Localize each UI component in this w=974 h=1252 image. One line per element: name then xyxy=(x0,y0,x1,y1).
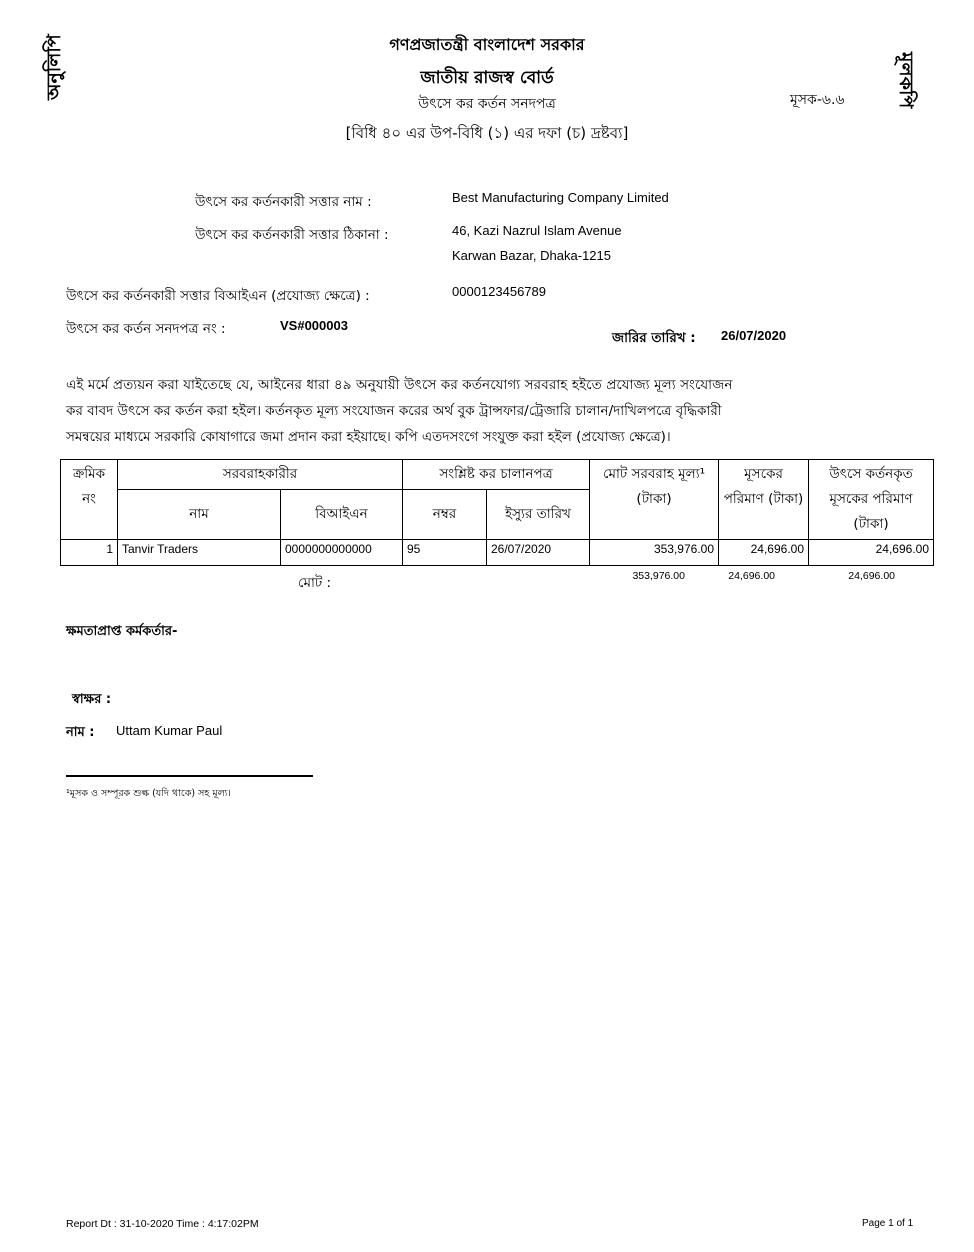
header-deducted-vat: উৎসে কর্তনকৃত মূসকের পরিমাণ (টাকা) xyxy=(809,460,934,540)
entity-address-label: উৎসে কর কর্তনকারী সত্তার ঠিকানা : xyxy=(195,227,389,243)
header-serial: ক্রমিক নং xyxy=(61,460,118,540)
entity-name-label: উৎসে কর কর্তনকারী সত্তার নাম : xyxy=(195,194,372,210)
table-row xyxy=(61,540,934,566)
declaration-line-3: সমন্বয়ের মাধ্যমে সরকারি কোষাগারে জমা প্রদান করা হইয়াছে। কপি এতদসংগে সংযুক্ত করা হইল (প্রযোজ্য ক্ষেত্রে)। xyxy=(66,429,671,445)
issue-date-label: জারির তারিখ : xyxy=(612,330,696,346)
row-supplier-bin: 0000000000000 xyxy=(281,540,403,566)
row-serial: 1 xyxy=(61,540,118,566)
header-challan-no: নম্বর xyxy=(403,490,487,540)
header-vat-amount: মূসকের পরিমাণ (টাকা) xyxy=(719,460,809,540)
total-label: মোট : xyxy=(298,575,332,591)
row-supplier-name: Tanvir Traders xyxy=(118,540,281,566)
cert-no-value: VS#000003 xyxy=(280,318,348,333)
copy-side-label: অনুলিপি xyxy=(43,34,65,100)
total-supply: 353,976.00 xyxy=(632,570,685,582)
entity-address-line2: Karwan Bazar, Dhaka-1215 xyxy=(452,248,611,263)
footnote-divider xyxy=(66,775,313,777)
row-challan-date: 26/07/2020 xyxy=(487,540,590,566)
entity-address-line1: 46, Kazi Nazrul Islam Avenue xyxy=(452,223,622,238)
govt-title: গণপ্রজাতন্ত্রী বাংলাদেশ সরকার xyxy=(389,35,585,54)
page-number: Page 1 of 1 xyxy=(862,1218,914,1229)
entity-bin-label: উৎসে কর কর্তনকারী সত্তার বিআইএন (প্রযোজ্য ক্ষেত্রে) : xyxy=(66,288,370,304)
header-supplier: সরবরাহকারীর xyxy=(118,460,403,490)
row-vat-amount: 24,696.00 xyxy=(719,540,809,566)
header-total-supply: মোট সরবরাহ মূল্য¹ (টাকা) xyxy=(590,460,719,540)
header-challan: সংশ্লিষ্ট কর চালানপত্র xyxy=(403,460,590,490)
header-supplier-bin: বিআইএন xyxy=(281,490,403,540)
entity-name-value: Best Manufacturing Company Limited xyxy=(452,190,669,205)
cert-no-label: উৎসে কর কর্তন সনদপত্র নং : xyxy=(66,321,226,337)
declaration-line-2: কর বাবদ উৎসে কর কর্তন করা হইল। কর্তনকৃত মূল্য সংযোজন করের অর্থ বুক ট্রান্সফার/ট্রেজারি চালান/দাখিলপত্রে বৃদ্ধিকারী xyxy=(66,403,722,419)
declaration-line-1: এই মর্মে প্রত্যয়ন করা যাইতেছে যে, আইনের ধারা ৪৯ অনুযায়ী উৎসে কর কর্তনযোগ্য সরবরাহ হইতে প্রযোজ্য মূল্য সংযোজন xyxy=(66,377,733,393)
board-title: জাতীয় রাজস্ব বোর্ড xyxy=(420,68,554,88)
row-deducted: 24,696.00 xyxy=(809,540,934,566)
issue-date-value: 26/07/2020 xyxy=(721,328,787,343)
total-vat: 24,696.00 xyxy=(728,570,775,582)
header-supplier-name: নাম xyxy=(118,490,281,540)
authorized-officer-label: ক্ষমতাপ্রাপ্ত কর্মকর্তার- xyxy=(66,624,178,639)
header-challan-date: ইস্যুর তারিখ xyxy=(487,490,590,540)
form-code: মূসক-৬.৬ xyxy=(790,92,845,108)
certificate-title: উৎসে কর কর্তন সনদপত্র xyxy=(418,96,556,112)
report-datetime: Report Dt : 31-10-2020 Time : 4:17:02PM xyxy=(66,1218,259,1230)
total-deducted: 24,696.00 xyxy=(848,570,895,582)
original-side-label: মূলকপি xyxy=(895,52,917,109)
signatory-name-label: নাম : xyxy=(66,725,95,740)
signatory-name-value: Uttam Kumar Paul xyxy=(116,723,223,738)
row-total-supply: 353,976.00 xyxy=(590,540,719,566)
signature-label: স্বাক্ষর : xyxy=(72,692,112,707)
entity-bin-value: 0000123456789 xyxy=(452,284,546,299)
footnote: ¹মূসক ও সম্পূরক শুল্ক (যদি থাকে) সহ মূল্য। xyxy=(66,788,231,799)
row-challan-no: 95 xyxy=(403,540,487,566)
rule-reference: [বিধি ৪০ এর উপ-বিধি (১) এর দফা (চ) দ্রষ্টব্য] xyxy=(345,124,629,142)
deduction-table xyxy=(60,459,934,566)
